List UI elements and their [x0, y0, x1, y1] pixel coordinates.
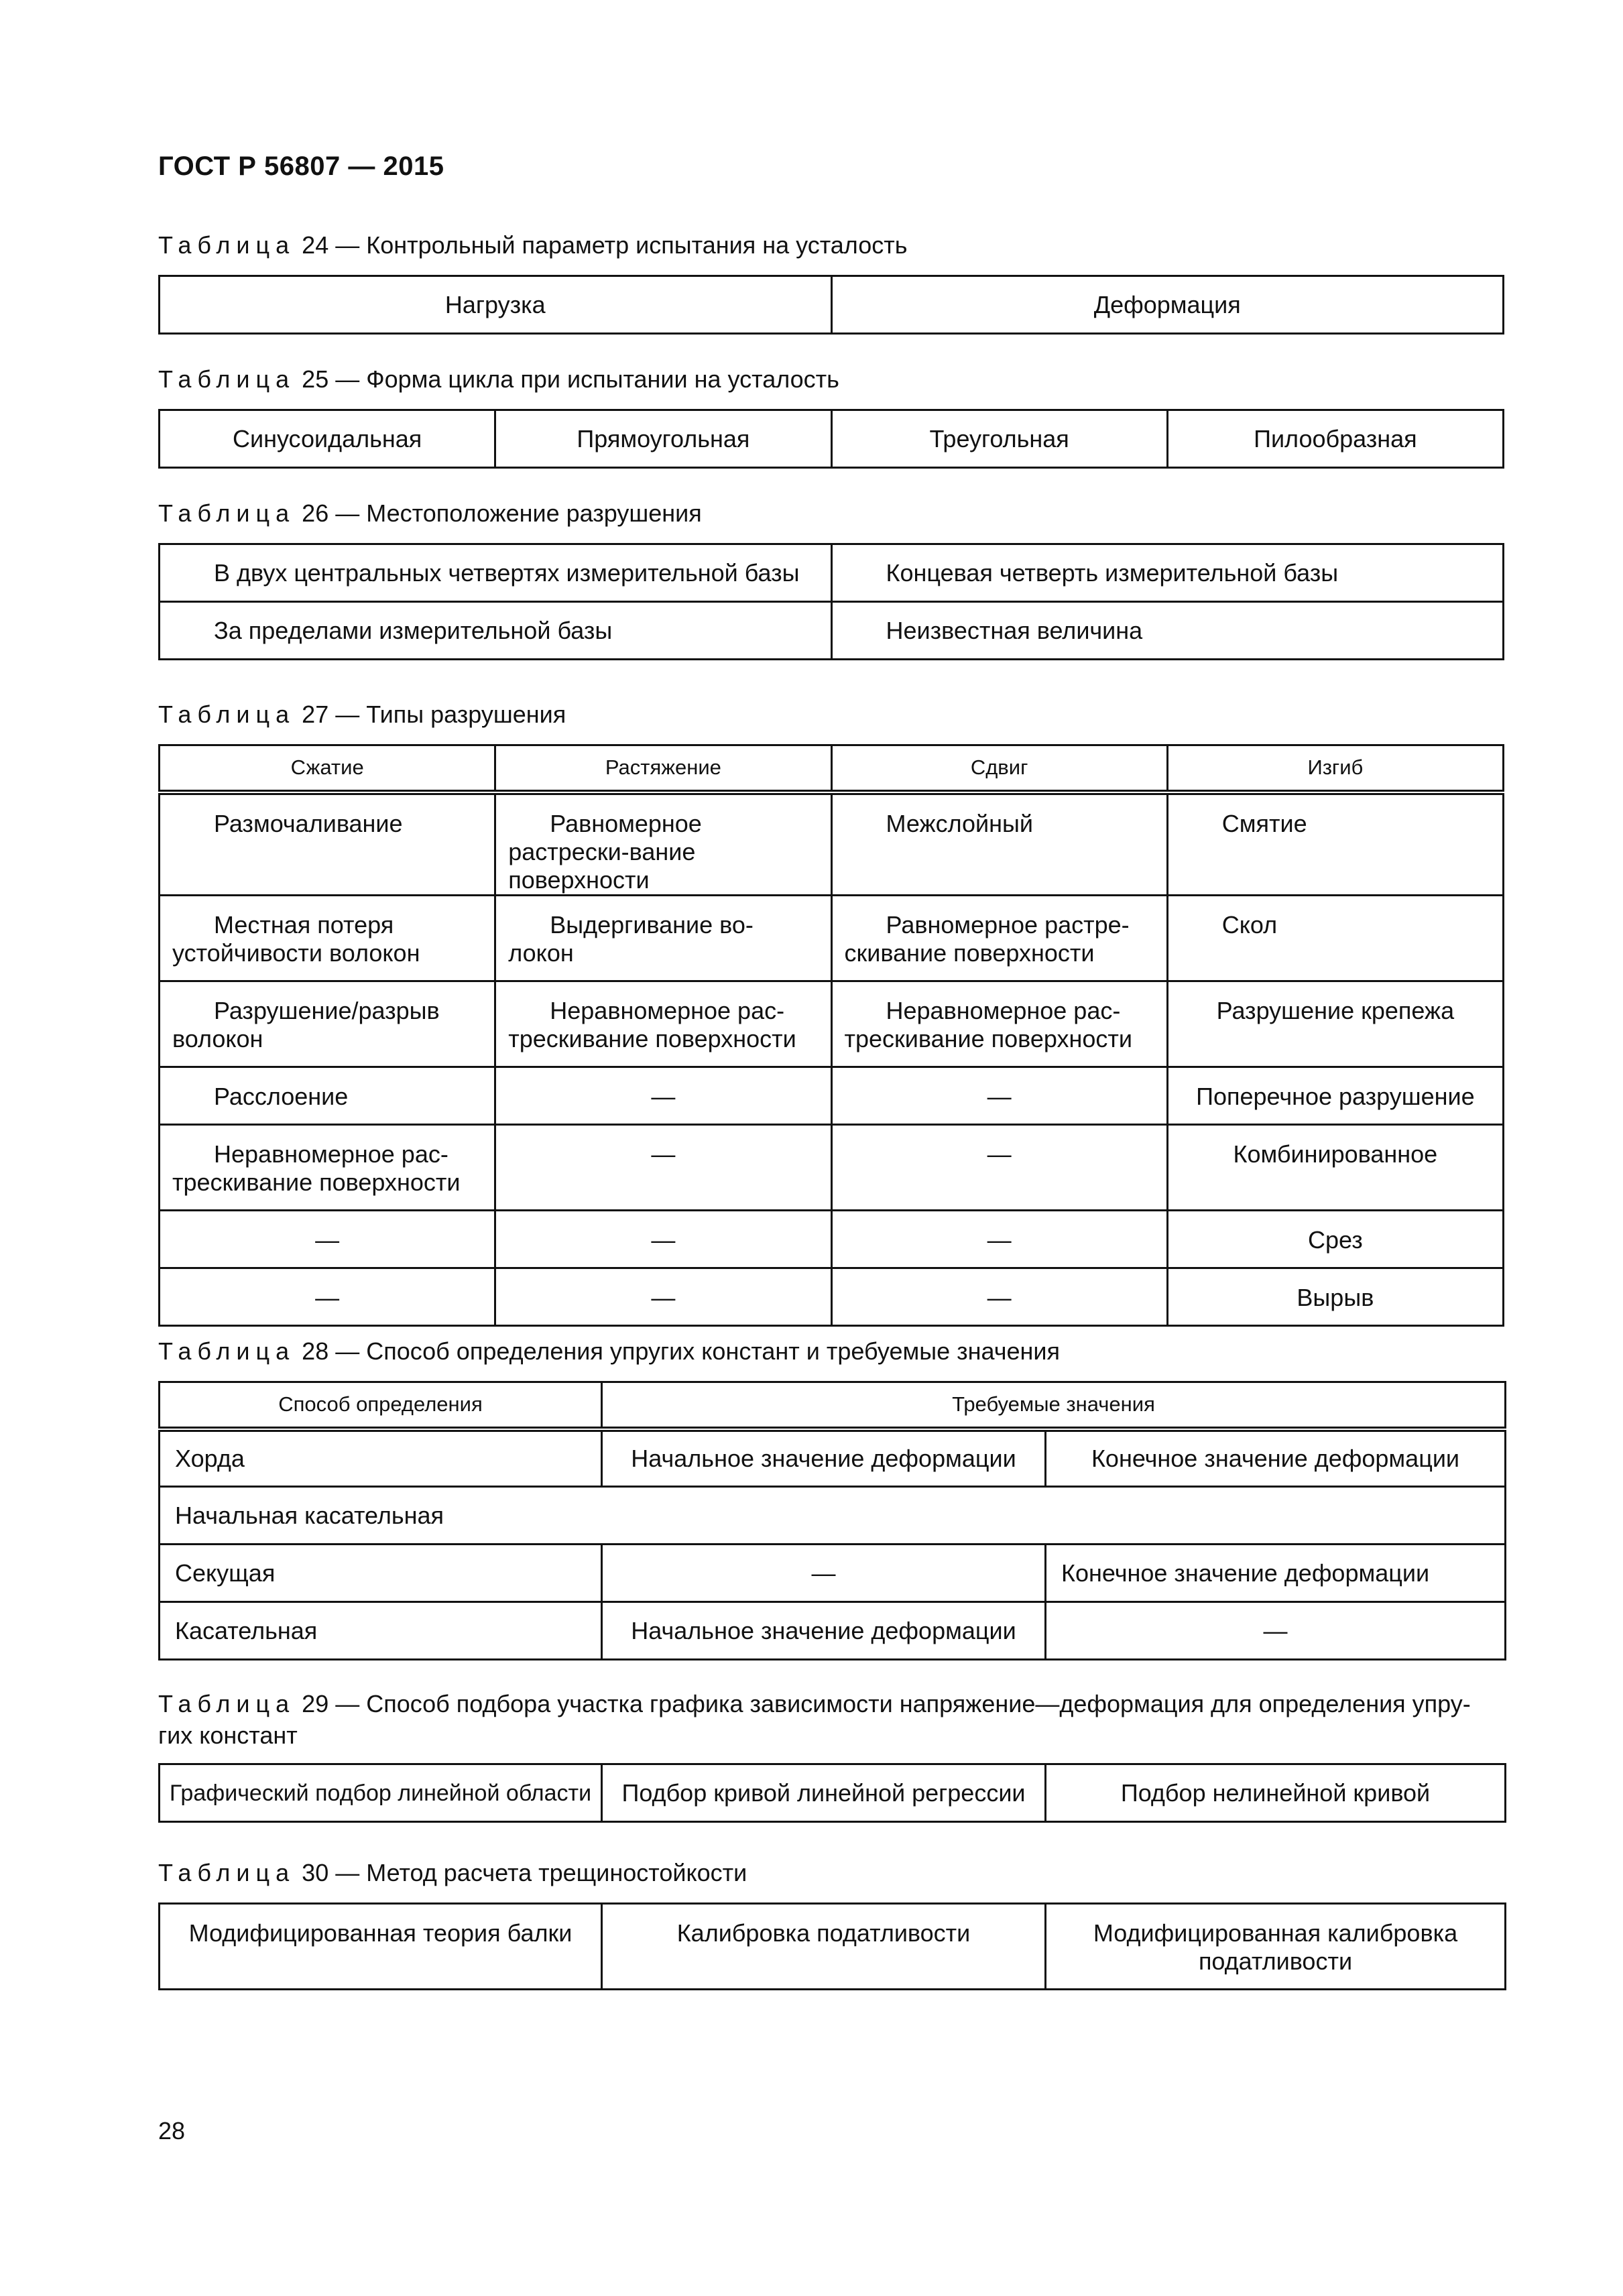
table-25-caption — [158, 363, 1492, 395]
table-number: 27 — [302, 701, 329, 728]
table-cell: Прямоугольная — [495, 410, 831, 468]
table-cell: — — [831, 1124, 1167, 1210]
table-cell: — — [495, 1268, 831, 1325]
table-title: — Контрольный параметр испытания на усталость — [335, 231, 908, 259]
table-cell: Концевая четверть измерительной базы — [831, 544, 1504, 602]
table-title: — Способ определения упругих констант и требуемые значения — [335, 1337, 1061, 1365]
table-cell: Треугольная — [831, 410, 1167, 468]
table-30-caption — [158, 1857, 1492, 1888]
table-row — [160, 981, 1504, 1067]
table-cell: Подбор кривой линейной регрессии — [602, 1764, 1046, 1822]
table-cell: Разрушение/разрыв волокон — [160, 981, 495, 1067]
table-caption-word: Таблица — [158, 231, 296, 259]
table-28-caption — [158, 1335, 1492, 1367]
table-row — [160, 1429, 1506, 1487]
table-caption-word: Таблица — [158, 701, 296, 728]
table-cell: Местная потеря устойчивости волокон — [160, 895, 495, 981]
table-cell: Неравномерное рас-трескивание поверхности — [495, 981, 831, 1067]
table-cell: Начальное значение деформации — [602, 1602, 1046, 1660]
table-24 — [158, 275, 1504, 335]
table-caption-word: Таблица — [158, 1859, 296, 1886]
table-title: — Способ подбора участка графика зависимости напряжение—деформация для определения упру-гих констант — [158, 1690, 1471, 1749]
table-cell: Конечное значение деформации — [1046, 1429, 1506, 1487]
table-number: 25 — [302, 365, 329, 393]
table-cell: Графический подбор линейной области — [160, 1764, 602, 1822]
table-row — [160, 1487, 1506, 1545]
column-header: Сдвиг — [831, 745, 1167, 792]
table-29 — [158, 1763, 1506, 1823]
column-header: Требуемые значения — [602, 1382, 1506, 1429]
table-cell: Касательная — [160, 1602, 602, 1660]
table-title: — Местоположение разрушения — [335, 499, 702, 527]
table-row — [160, 602, 1504, 660]
column-header: Способ определения — [160, 1382, 602, 1429]
table-cell: — — [495, 1124, 831, 1210]
table-number: 30 — [302, 1859, 329, 1886]
table-cell: Скол — [1167, 895, 1503, 981]
page-number: 28 — [158, 2117, 186, 2144]
table-cell: Конечное значение деформации — [1046, 1545, 1506, 1602]
table-cell: Расслоение — [160, 1067, 495, 1124]
table-row — [160, 792, 1504, 896]
table-cell: Неравномерное рас-трескивание поверхности — [831, 981, 1167, 1067]
document-header: ГОСТ Р 56807 — 2015 — [158, 152, 444, 181]
table-cell: — — [495, 1210, 831, 1268]
table-cell: — — [831, 1067, 1167, 1124]
table-26-caption — [158, 497, 1492, 529]
column-header: Изгиб — [1167, 745, 1503, 792]
table-number: 28 — [302, 1337, 329, 1365]
table-header-row — [160, 1382, 1506, 1429]
table-cell: В двух центральных четвертях измерительной базы — [160, 544, 832, 602]
table-row — [160, 1268, 1504, 1325]
table-24-caption — [158, 229, 1492, 261]
table-row — [160, 1210, 1504, 1268]
table-row — [160, 544, 1504, 602]
table-28 — [158, 1381, 1506, 1660]
table-cell: Неизвестная величина — [831, 602, 1504, 660]
table-row — [160, 1124, 1504, 1210]
table-cell: — — [160, 1210, 495, 1268]
table-cell: Поперечное разрушение — [1167, 1067, 1503, 1124]
table-title: — Типы разрушения — [335, 701, 566, 728]
table-cell: Выдергивание во-локон — [495, 895, 831, 981]
table-header-row — [160, 745, 1504, 792]
table-cell: Деформация — [831, 276, 1504, 334]
table-row — [160, 1764, 1506, 1822]
table-27 — [158, 744, 1504, 1327]
table-row — [160, 1904, 1506, 1990]
table-row — [160, 895, 1504, 981]
table-26 — [158, 543, 1504, 660]
table-cell: Начальная касательная — [160, 1487, 1506, 1545]
table-cell: Синусоидальная — [160, 410, 495, 468]
table-cell: Модифицированная теория балки — [160, 1904, 602, 1990]
table-cell: Калибровка податливости — [602, 1904, 1046, 1990]
column-header: Растяжение — [495, 745, 831, 792]
table-cell: Межслойный — [831, 792, 1167, 896]
table-caption-word: Таблица — [158, 1337, 296, 1365]
table-cell: Разрушение крепежа — [1167, 981, 1503, 1067]
table-cell: Секущая — [160, 1545, 602, 1602]
table-29-caption — [158, 1688, 1492, 1751]
table-row — [160, 1545, 1506, 1602]
table-cell: Срез — [1167, 1210, 1503, 1268]
table-number: 29 — [302, 1690, 329, 1717]
table-title: — Форма цикла при испытании на усталость — [335, 365, 839, 393]
table-caption-word: Таблица — [158, 499, 296, 527]
table-30 — [158, 1902, 1506, 1990]
table-cell: — — [831, 1268, 1167, 1325]
table-cell: — — [495, 1067, 831, 1124]
table-cell: Неравномерное рас-трескивание поверхности — [160, 1124, 495, 1210]
table-cell: Подбор нелинейной кривой — [1046, 1764, 1506, 1822]
table-cell: Вырыв — [1167, 1268, 1503, 1325]
table-number: 26 — [302, 499, 329, 527]
table-cell: Пилообразная — [1167, 410, 1503, 468]
table-cell: — — [831, 1210, 1167, 1268]
table-cell: Хорда — [160, 1429, 602, 1487]
table-cell: Равномерное растре-скивание поверхности — [831, 895, 1167, 981]
table-cell: — — [602, 1545, 1046, 1602]
table-row — [160, 1602, 1506, 1660]
table-cell: — — [160, 1268, 495, 1325]
table-cell: Модифицированная калибровка податливости — [1046, 1904, 1506, 1990]
table-cell: Нагрузка — [160, 276, 832, 334]
table-25 — [158, 409, 1504, 469]
table-cell: Размочаливание — [160, 792, 495, 896]
table-caption-word: Таблица — [158, 365, 296, 393]
table-cell: Начальное значение деформации — [602, 1429, 1046, 1487]
table-27-caption — [158, 699, 1492, 730]
table-row — [160, 1067, 1504, 1124]
table-cell: За пределами измерительной базы — [160, 602, 832, 660]
table-cell: Равномерное растрески-вание поверхности — [495, 792, 831, 896]
table-caption-word: Таблица — [158, 1690, 296, 1717]
table-number: 24 — [302, 231, 329, 259]
table-cell: Смятие — [1167, 792, 1503, 896]
table-title: — Метод расчета трещиностойкости — [335, 1859, 747, 1886]
table-cell: — — [1046, 1602, 1506, 1660]
column-header: Сжатие — [160, 745, 495, 792]
table-cell: Комбинированное — [1167, 1124, 1503, 1210]
